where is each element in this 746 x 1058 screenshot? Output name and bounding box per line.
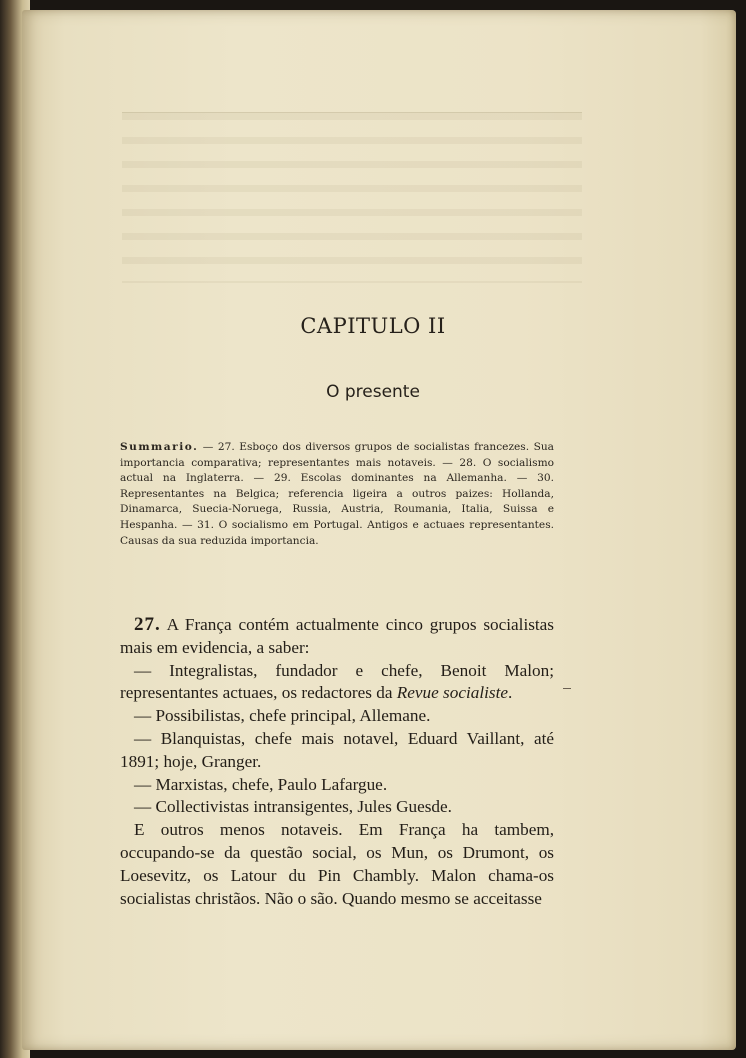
summary-label: Summario. (120, 441, 199, 453)
bleed-through-text (122, 112, 582, 283)
list-item-integralistas (120, 660, 554, 706)
section-title: O presente (326, 382, 420, 402)
chapter-title: CAPITULO II (300, 314, 446, 338)
list-item-possibilistas: — Possibilistas, chefe principal, Allemane. (134, 706, 431, 726)
paragraph-intro: A França contém actualmente cinco grupos socialistas mais em evidencia, a saber: (120, 615, 554, 657)
body-text (120, 614, 554, 910)
list-item-collectivistas: — Collectivistas intransigentes, Jules Guesde. (134, 797, 452, 817)
list-item-text: — Integralistas, fundador e chefe, Benoit Malon; representantes actuaes, os redactores da (120, 660, 554, 703)
list-item-blanquistas: — Blanquistas, chefe mais notavel, Eduard Vaillant, até 1891; hoje, Granger. (120, 728, 554, 771)
paragraph-27 (120, 614, 554, 660)
summary-text: — 27. Esboço dos diversos grupos de socialistas francezes. Sua importancia comparativa; representantes mais notaveis. — 28. O socialismo actual na Inglaterra. — 29. Escolas dominantes na Allemanha. — 30. Representantes na Belgica; referencia ligeira a outros paizes: Hollanda, Dinamarca, Suecia-Noruega, Russia, Austria, Roumania, Italia, Suissa e Hespanha. — 31. O socialismo em Portugal. Antigos e actuaes representantes. Causas da sua reduzida importancia. (120, 441, 554, 547)
chapter-summary (120, 440, 554, 549)
journal-title: Revue socialiste (396, 683, 508, 703)
list-item-marxistas: — Marxistas, chefe, Paulo Lafargue. (134, 774, 388, 794)
list-item-end: . (507, 683, 513, 703)
margin-mark (563, 688, 571, 689)
paragraph-number: 27. (134, 614, 161, 635)
paragraph-closing: E outros menos notaveis. Em França ha tambem, occupando-se da questão social, os Mun, os Drumont, os Loesevitz, os Latour du Pin Chambly. Malon chama-os socialistas christãos. Não o são. Quando mesmo se acceitasse (120, 820, 554, 908)
